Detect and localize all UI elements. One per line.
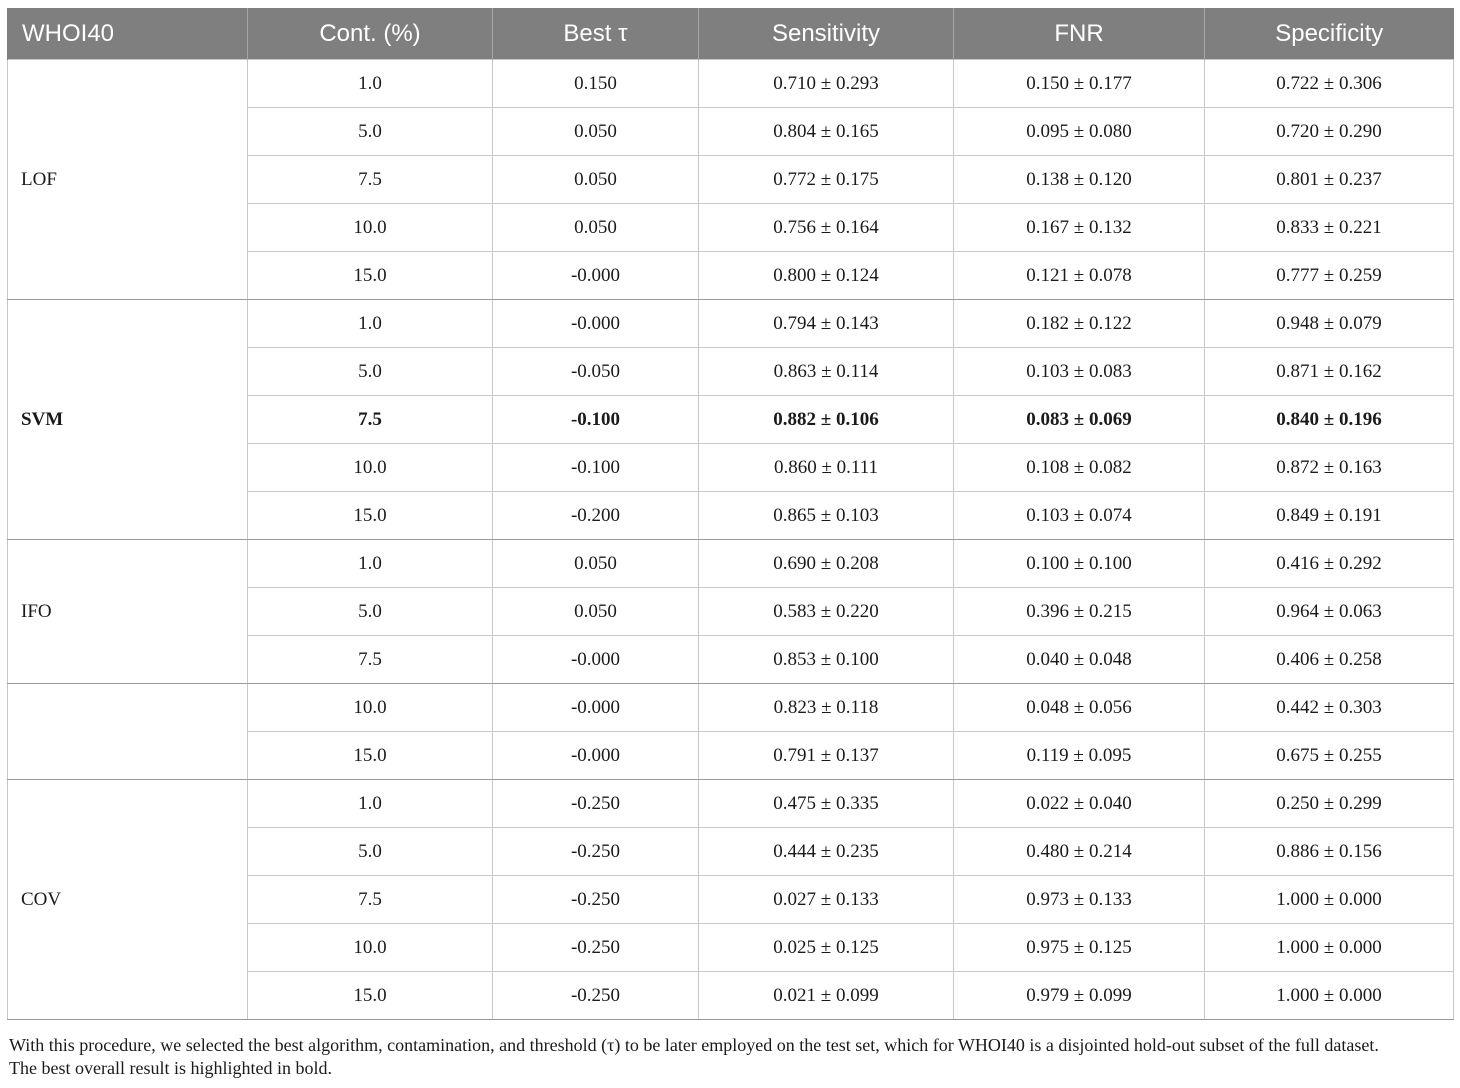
- sensitivity-cell: 0.690 ± 0.208: [699, 540, 954, 588]
- best-tau-cell: -0.000: [493, 252, 699, 300]
- sensitivity-cell: 0.853 ± 0.100: [699, 636, 954, 684]
- fnr-cell: 0.083 ± 0.069: [954, 396, 1205, 444]
- specificity-cell: 0.964 ± 0.063: [1205, 588, 1454, 636]
- best-tau-cell: -0.250: [493, 876, 699, 924]
- best-tau-cell: -0.100: [493, 396, 699, 444]
- best-tau-cell: -0.200: [493, 492, 699, 540]
- contamination-cell: 15.0: [248, 252, 493, 300]
- sensitivity-cell: 0.800 ± 0.124: [699, 252, 954, 300]
- algorithm-cell: SVM: [8, 300, 248, 540]
- contamination-cell: 5.0: [248, 588, 493, 636]
- sensitivity-cell: 0.583 ± 0.220: [699, 588, 954, 636]
- algorithm-cell: COV: [8, 780, 248, 1020]
- contamination-cell: 15.0: [248, 492, 493, 540]
- sensitivity-cell: 0.756 ± 0.164: [699, 204, 954, 252]
- best-tau-cell: -0.250: [493, 972, 699, 1020]
- contamination-cell: 10.0: [248, 204, 493, 252]
- best-tau-cell: -0.050: [493, 348, 699, 396]
- fnr-cell: 0.138 ± 0.120: [954, 156, 1205, 204]
- contamination-cell: 10.0: [248, 444, 493, 492]
- header-best-tau: Best τ: [493, 8, 699, 60]
- fnr-cell: 0.973 ± 0.133: [954, 876, 1205, 924]
- contamination-cell: 1.0: [248, 540, 493, 588]
- results-table: [7, 8, 1454, 1020]
- fnr-cell: 0.121 ± 0.078: [954, 252, 1205, 300]
- sensitivity-cell: 0.863 ± 0.114: [699, 348, 954, 396]
- results-table-container: [7, 8, 1453, 1020]
- sensitivity-cell: 0.823 ± 0.118: [699, 684, 954, 732]
- specificity-cell: 0.777 ± 0.259: [1205, 252, 1454, 300]
- best-tau-cell: 0.050: [493, 540, 699, 588]
- contamination-cell: 10.0: [248, 684, 493, 732]
- specificity-cell: 0.886 ± 0.156: [1205, 828, 1454, 876]
- sensitivity-cell: 0.444 ± 0.235: [699, 828, 954, 876]
- header-sensitivity: Sensitivity: [699, 8, 954, 60]
- specificity-cell: 0.948 ± 0.079: [1205, 300, 1454, 348]
- fnr-cell: 0.167 ± 0.132: [954, 204, 1205, 252]
- table-row: [8, 300, 1454, 348]
- best-tau-cell: -0.250: [493, 924, 699, 972]
- best-tau-cell: -0.000: [493, 684, 699, 732]
- algorithm-cell: IFO: [8, 540, 248, 684]
- contamination-cell: 5.0: [248, 348, 493, 396]
- best-tau-cell: -0.250: [493, 780, 699, 828]
- header-row: [8, 8, 1454, 60]
- specificity-cell: 0.849 ± 0.191: [1205, 492, 1454, 540]
- contamination-cell: 1.0: [248, 60, 493, 108]
- contamination-cell: 5.0: [248, 108, 493, 156]
- contamination-cell: 7.5: [248, 396, 493, 444]
- sensitivity-cell: 0.710 ± 0.293: [699, 60, 954, 108]
- specificity-cell: 1.000 ± 0.000: [1205, 876, 1454, 924]
- specificity-cell: 0.722 ± 0.306: [1205, 60, 1454, 108]
- header-contamination: Cont. (%): [248, 8, 493, 60]
- sensitivity-cell: 0.021 ± 0.099: [699, 972, 954, 1020]
- table-caption: [9, 1034, 1455, 1080]
- fnr-cell: 0.119 ± 0.095: [954, 732, 1205, 780]
- best-tau-cell: -0.100: [493, 444, 699, 492]
- specificity-cell: 0.801 ± 0.237: [1205, 156, 1454, 204]
- fnr-cell: 0.103 ± 0.074: [954, 492, 1205, 540]
- fnr-cell: 0.040 ± 0.048: [954, 636, 1205, 684]
- table-header: [8, 8, 1454, 60]
- sensitivity-cell: 0.772 ± 0.175: [699, 156, 954, 204]
- best-tau-cell: 0.050: [493, 204, 699, 252]
- sensitivity-cell: 0.865 ± 0.103: [699, 492, 954, 540]
- fnr-cell: 0.108 ± 0.082: [954, 444, 1205, 492]
- best-tau-cell: 0.050: [493, 156, 699, 204]
- table-row: [8, 780, 1454, 828]
- contamination-cell: 7.5: [248, 876, 493, 924]
- best-tau-cell: -0.250: [493, 828, 699, 876]
- specificity-cell: 0.872 ± 0.163: [1205, 444, 1454, 492]
- caption-line: With this procedure, we selected the best algorithm, contamination, and threshold (τ) to be later employed on the test set, which for WHOI40 is a disjointed hold-out subset of the full dataset.: [9, 1035, 1379, 1055]
- specificity-cell: 1.000 ± 0.000: [1205, 924, 1454, 972]
- contamination-cell: 7.5: [248, 156, 493, 204]
- sensitivity-cell: 0.475 ± 0.335: [699, 780, 954, 828]
- contamination-cell: 1.0: [248, 300, 493, 348]
- header-dataset: WHOI40: [8, 8, 248, 60]
- specificity-cell: 0.720 ± 0.290: [1205, 108, 1454, 156]
- header-specificity: Specificity: [1205, 8, 1454, 60]
- fnr-cell: 0.150 ± 0.177: [954, 60, 1205, 108]
- caption-line: The best overall result is highlighted in bold.: [9, 1058, 332, 1078]
- best-tau-cell: 0.050: [493, 588, 699, 636]
- best-tau-cell: 0.050: [493, 108, 699, 156]
- sensitivity-cell: 0.027 ± 0.133: [699, 876, 954, 924]
- contamination-cell: 10.0: [248, 924, 493, 972]
- specificity-cell: 0.871 ± 0.162: [1205, 348, 1454, 396]
- table-body: [8, 60, 1454, 1020]
- specificity-cell: 0.442 ± 0.303: [1205, 684, 1454, 732]
- header-fnr: FNR: [954, 8, 1205, 60]
- contamination-cell: 1.0: [248, 780, 493, 828]
- fnr-cell: 0.100 ± 0.100: [954, 540, 1205, 588]
- best-tau-cell: -0.000: [493, 732, 699, 780]
- specificity-cell: 0.416 ± 0.292: [1205, 540, 1454, 588]
- fnr-cell: 0.975 ± 0.125: [954, 924, 1205, 972]
- algorithm-cell: LOF: [8, 60, 248, 300]
- contamination-cell: 7.5: [248, 636, 493, 684]
- fnr-cell: 0.048 ± 0.056: [954, 684, 1205, 732]
- sensitivity-cell: 0.860 ± 0.111: [699, 444, 954, 492]
- fnr-cell: 0.095 ± 0.080: [954, 108, 1205, 156]
- sensitivity-cell: 0.804 ± 0.165: [699, 108, 954, 156]
- sensitivity-cell: 0.794 ± 0.143: [699, 300, 954, 348]
- best-tau-cell: -0.000: [493, 300, 699, 348]
- table-row: [8, 60, 1454, 108]
- specificity-cell: 1.000 ± 0.000: [1205, 972, 1454, 1020]
- best-tau-cell: -0.000: [493, 636, 699, 684]
- specificity-cell: 0.406 ± 0.258: [1205, 636, 1454, 684]
- best-tau-cell: 0.150: [493, 60, 699, 108]
- fnr-cell: 0.480 ± 0.214: [954, 828, 1205, 876]
- fnr-cell: 0.103 ± 0.083: [954, 348, 1205, 396]
- fnr-cell: 0.979 ± 0.099: [954, 972, 1205, 1020]
- specificity-cell: 0.840 ± 0.196: [1205, 396, 1454, 444]
- sensitivity-cell: 0.882 ± 0.106: [699, 396, 954, 444]
- contamination-cell: 15.0: [248, 972, 493, 1020]
- algorithm-cell: [8, 684, 248, 780]
- table-row: [8, 540, 1454, 588]
- fnr-cell: 0.182 ± 0.122: [954, 300, 1205, 348]
- sensitivity-cell: 0.791 ± 0.137: [699, 732, 954, 780]
- table-row: [8, 684, 1454, 732]
- specificity-cell: 0.250 ± 0.299: [1205, 780, 1454, 828]
- contamination-cell: 15.0: [248, 732, 493, 780]
- specificity-cell: 0.675 ± 0.255: [1205, 732, 1454, 780]
- fnr-cell: 0.022 ± 0.040: [954, 780, 1205, 828]
- contamination-cell: 5.0: [248, 828, 493, 876]
- specificity-cell: 0.833 ± 0.221: [1205, 204, 1454, 252]
- fnr-cell: 0.396 ± 0.215: [954, 588, 1205, 636]
- sensitivity-cell: 0.025 ± 0.125: [699, 924, 954, 972]
